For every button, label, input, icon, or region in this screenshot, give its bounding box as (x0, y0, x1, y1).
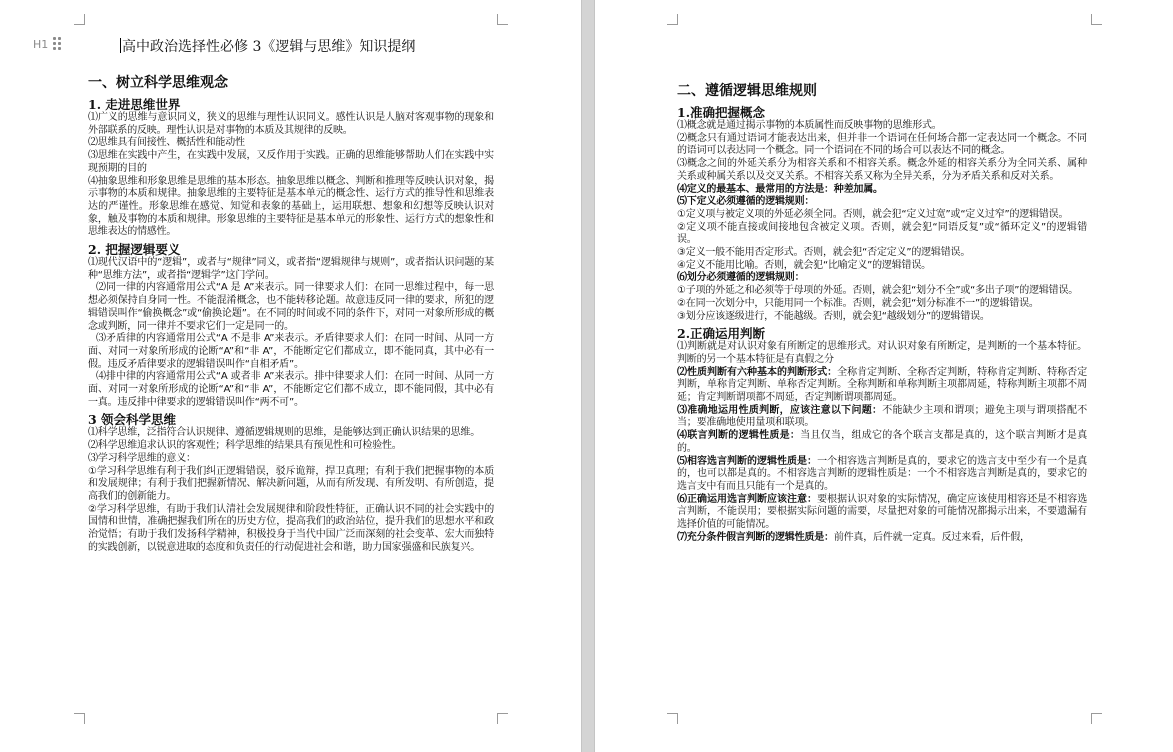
paragraph[interactable]: ①子项的外延之和必须等于母项的外延。否则，就会犯“划分不全”或“多出子项”的逻辑错误。 (677, 285, 1079, 297)
paragraph[interactable] (677, 494, 1087, 532)
paragraph[interactable]: ⑶学习科学思维的意义： (88, 452, 196, 464)
paragraph[interactable] (677, 532, 1087, 545)
paragraph[interactable]: ⑴判断就是对认识对象有所断定的思维形式。对认识对象有所断定，是判断的一个基本特征。判断的另一个基本特征是有真假之分 (677, 341, 1087, 365)
paragraph[interactable]: ⑵科学思维追求认识的客观性；科学思维的结果具有预见性和可检验性。 (88, 440, 402, 452)
bold-text: ⑸下定义必须遵循的逻辑规则： (677, 196, 815, 208)
bold-text: ⑶准确地运用性质判断，应该注意以下问题： (677, 404, 883, 416)
bold-text: ⑹划分必须遵循的逻辑规则： (677, 272, 805, 284)
paragraph[interactable]: ⑶概念之间的外延关系分为相容关系和不相容关系。概念外延的相容关系分为全同关系、属种关系或种属关系以及交叉关系。不相容关系又称为全异关系，分为矛盾关系和反对关系。 (677, 158, 1087, 182)
paragraph[interactable] (677, 456, 1087, 494)
paragraph[interactable]: ⑴现代汉语中的“逻辑”，或者与“规律”同义，或者指“逻辑规律与规则”，或者指认识问题的某种“思维方法”，或者指“逻辑学”这门学问。 (88, 257, 494, 281)
bold-text: ⑺充分条件假言判断的逻辑性质是： (677, 531, 834, 543)
paragraph[interactable]: ⑵同一律的内容通常用公式“A 是 A”来表示。同一律要求人们：在同一思维过程中，每一思想必须保持自身同一性。不能混淆概念，也不能转移论题。故意违反同一律的要求，所犯的逻辑错误叫作“偷换概念”或“偷换论题”。在不同的时间或不同的条件下，对同一对象所形成的概念或判断，同一律并不要求它们一定是同一的。 (88, 282, 494, 332)
paragraph[interactable] (677, 405, 1087, 430)
paragraph-text: 要根据认识对象的实际情况，确定应该使用相容还是不相容选言判断，不能误用；要根据实际问题的需要，尽量把对象的可能情况都揭示出来，不要遗漏有选择价值的可能情况。 (677, 493, 1087, 531)
bold-text: ⑷定义的最基本、最常用的方法是：种差加属。 (677, 183, 883, 195)
crop-mark (667, 713, 678, 724)
paragraph[interactable] (677, 272, 1087, 285)
crop-mark (667, 14, 678, 25)
paragraph-text: 前件真，后件就一定真。反过来看，后件假， (833, 531, 1030, 543)
crop-mark (1091, 713, 1102, 724)
paragraph[interactable]: ⑴科学思维，泛指符合认识规律、遵循逻辑规则的思维，是能够达到正确认识结果的思维。 (88, 427, 480, 439)
paragraph[interactable]: ⑷抽象思维和形象思维是思维的基本形态。抽象思维以概念、判断和推理等反映认识对象，揭示事物的本质和规律。抽象思维的主要特征是基本单元的概念性、运行方式的推导性和思维表达的严谨性。形象思维在感觉、知觉和表象的基础上，运用联想、想象和幻想等反映认识对象，触及事物的本质和规律。形象思维的主要特征是基本单元的形象性、运行方式的想象性和思维表达的情感性。 (88, 175, 494, 238)
document-title[interactable]: 高中政治选择性必修 3《逻辑与思维》知识提纲 (122, 39, 416, 55)
drag-handle-icon[interactable] (53, 37, 63, 51)
page-gutter (581, 0, 595, 752)
paragraph[interactable]: ②定义项不能直接或间接地包含被定义项。否则，就会犯“同语反复”或“循环定义”的逻辑错误。 (677, 221, 1087, 246)
paragraph[interactable]: ⑴广义的思维与意识同义，狭义的思维与理性认识同义。感性认识是人脑对客观事物的现象和外部联系的反映。理性认识是对事物的本质及其规律的反映。 (88, 112, 494, 136)
paragraph-text: 一个相容选言判断是真的，要求它的选言支中至少有一个是真的，也可以都是真的。不相容选言判断的逻辑性质是：一个不相容选言判断是真的，要求它的选言支中有而且只能有一个是真的。 (677, 455, 1087, 492)
crop-mark (497, 713, 508, 724)
bold-text: ⑸相容选言判断的逻辑性质是： (677, 455, 818, 467)
paragraph[interactable]: ⑶矛盾律的内容通常用公式“A 不是非 A”来表示。矛盾律要求人们：在同一时间、从同一方面、对同一对象所形成的论断“A”和“非 A”，不能断定它们都成立，即不能同真，其中必有一假。违反矛盾律要求的逻辑错误叫作“自相矛盾”。 (88, 333, 494, 370)
crop-mark (74, 14, 85, 25)
left-page-content[interactable] (88, 36, 494, 555)
paragraph-text: 当且仅当，组成它的各个联言支都是真的，这个联言判断才是真的。 (677, 430, 1087, 454)
subsection-heading[interactable]: 2.正确运用判断 (677, 326, 766, 342)
paragraph[interactable]: ④定义不能用比喻。否则，就会犯“比喻定义”的逻辑错误。 (677, 259, 931, 271)
paragraph[interactable] (677, 184, 1087, 197)
crop-mark (1091, 14, 1102, 25)
heading-level-marker[interactable]: H1 (33, 38, 49, 51)
paragraph-text: 全称肯定判断、全称否定判断，特称肯定判断、特称否定判断，单称肯定判断、单称否定判断。全称判断和单称判断主项都周延，特称判断主项都不周延；肯定判断谓项都不周延，否定判断谓项都周延。 (677, 366, 1087, 404)
subsection-heading[interactable]: 2. 把握逻辑要义 (88, 242, 181, 258)
document-page-right (595, 0, 1173, 752)
right-page-content[interactable] (677, 80, 1087, 545)
paragraph[interactable]: ⑷排中律的内容通常用公式“A 或者非 A”来表示。排中律要求人们：在同一时间、从同一方面、对同一对象所形成的论断“A”和“非 A”，不能断定它们都不成立，即不能同假，其中必有一真。违反排中律要求的逻辑错误叫作“两不可”。 (88, 371, 494, 408)
crop-mark (74, 713, 85, 724)
paragraph[interactable]: ①学习科学思维有利于我们纠正逻辑错误，驳斥诡辩，捍卫真理；有利于我们把握事物的本质和发展规律；有利于我们把握新情况、解决新问题，从而有所发现、有所发明、有所创造，提高我们的创新能力。 (88, 465, 494, 502)
paragraph[interactable]: ③划分应该逐级进行，不能越级。否则，就会犯“越级划分”的逻辑错误。 (677, 310, 990, 322)
paragraph[interactable] (677, 367, 1087, 405)
paragraph[interactable]: ⑵思维具有间接性、概括性和能动性 (88, 137, 245, 149)
bold-text: ⑷联言判断的逻辑性质是： (677, 430, 801, 442)
subsection-heading[interactable]: 1.准确把握概念 (677, 105, 766, 120)
paragraph[interactable]: ③定义一般不能用否定形式。否则，就会犯“否定定义”的逻辑错误。 (677, 247, 971, 259)
bold-text: ⑵性质判断有六种基本的判断形式： (677, 366, 838, 378)
document-page-left (0, 0, 581, 752)
paragraph[interactable]: ⑵概念只有通过语词才能表达出来，但并非一个语词在任何场合都一定表达同一个概念。不同的语词可以表达同一个概念。同一个语词在不同的场合可以表达不同的概念。 (677, 132, 1087, 157)
paragraph[interactable] (677, 430, 1087, 455)
subsection-heading[interactable]: 1. 走进思维世界 (88, 97, 181, 112)
paragraph[interactable]: ⑶思维在实践中产生，在实践中发展，又反作用于实践。正确的思维能够帮助人们在实践中实现预期的目的 (88, 150, 494, 174)
paragraph[interactable]: ⑴概念就是通过揭示事物的本质属性而反映事物的思维形式。 (677, 120, 942, 131)
paragraph-text: 不能缺少主项和谓项；避免主项与谓项搭配不当；要准确地使用量项和联项。 (677, 404, 1088, 429)
section-heading[interactable]: 一、树立科学思维观念 (88, 75, 228, 91)
section-heading[interactable]: 二、遵循逻辑思维规则 (677, 83, 817, 99)
subsection-heading[interactable]: 3 领会科学思维 (88, 412, 177, 428)
paragraph[interactable]: ②学习科学思维，有助于我们认清社会发展规律和阶段性特征，正确认识不同的社会实践中的国情和世情，准确把握我们所在的历史方位，提高我们的政治站位，提升我们的思想水平和政治觉悟；有助于我们发扬科学精神，积极投身于当代中国广泛而深刻的社会变革、宏大而独特的实践创新，以锐意进取的态度和负责任的行动促进社会和谐，助力国家强盛和民族复兴。 (88, 503, 494, 553)
crop-mark (497, 14, 508, 25)
paragraph[interactable]: ①定义项与被定义项的外延必须全同。否则，就会犯“定义过宽”或“定义过窄”的逻辑错误。 (677, 208, 1069, 220)
paragraph[interactable]: ②在同一次划分中，只能用同一个标准。否则，就会犯“划分标准不一”的逻辑错误。 (677, 297, 1039, 309)
text-cursor (120, 38, 121, 53)
bold-text: ⑹正确运用选言判断应该注意： (677, 493, 818, 505)
paragraph[interactable] (677, 196, 1087, 209)
